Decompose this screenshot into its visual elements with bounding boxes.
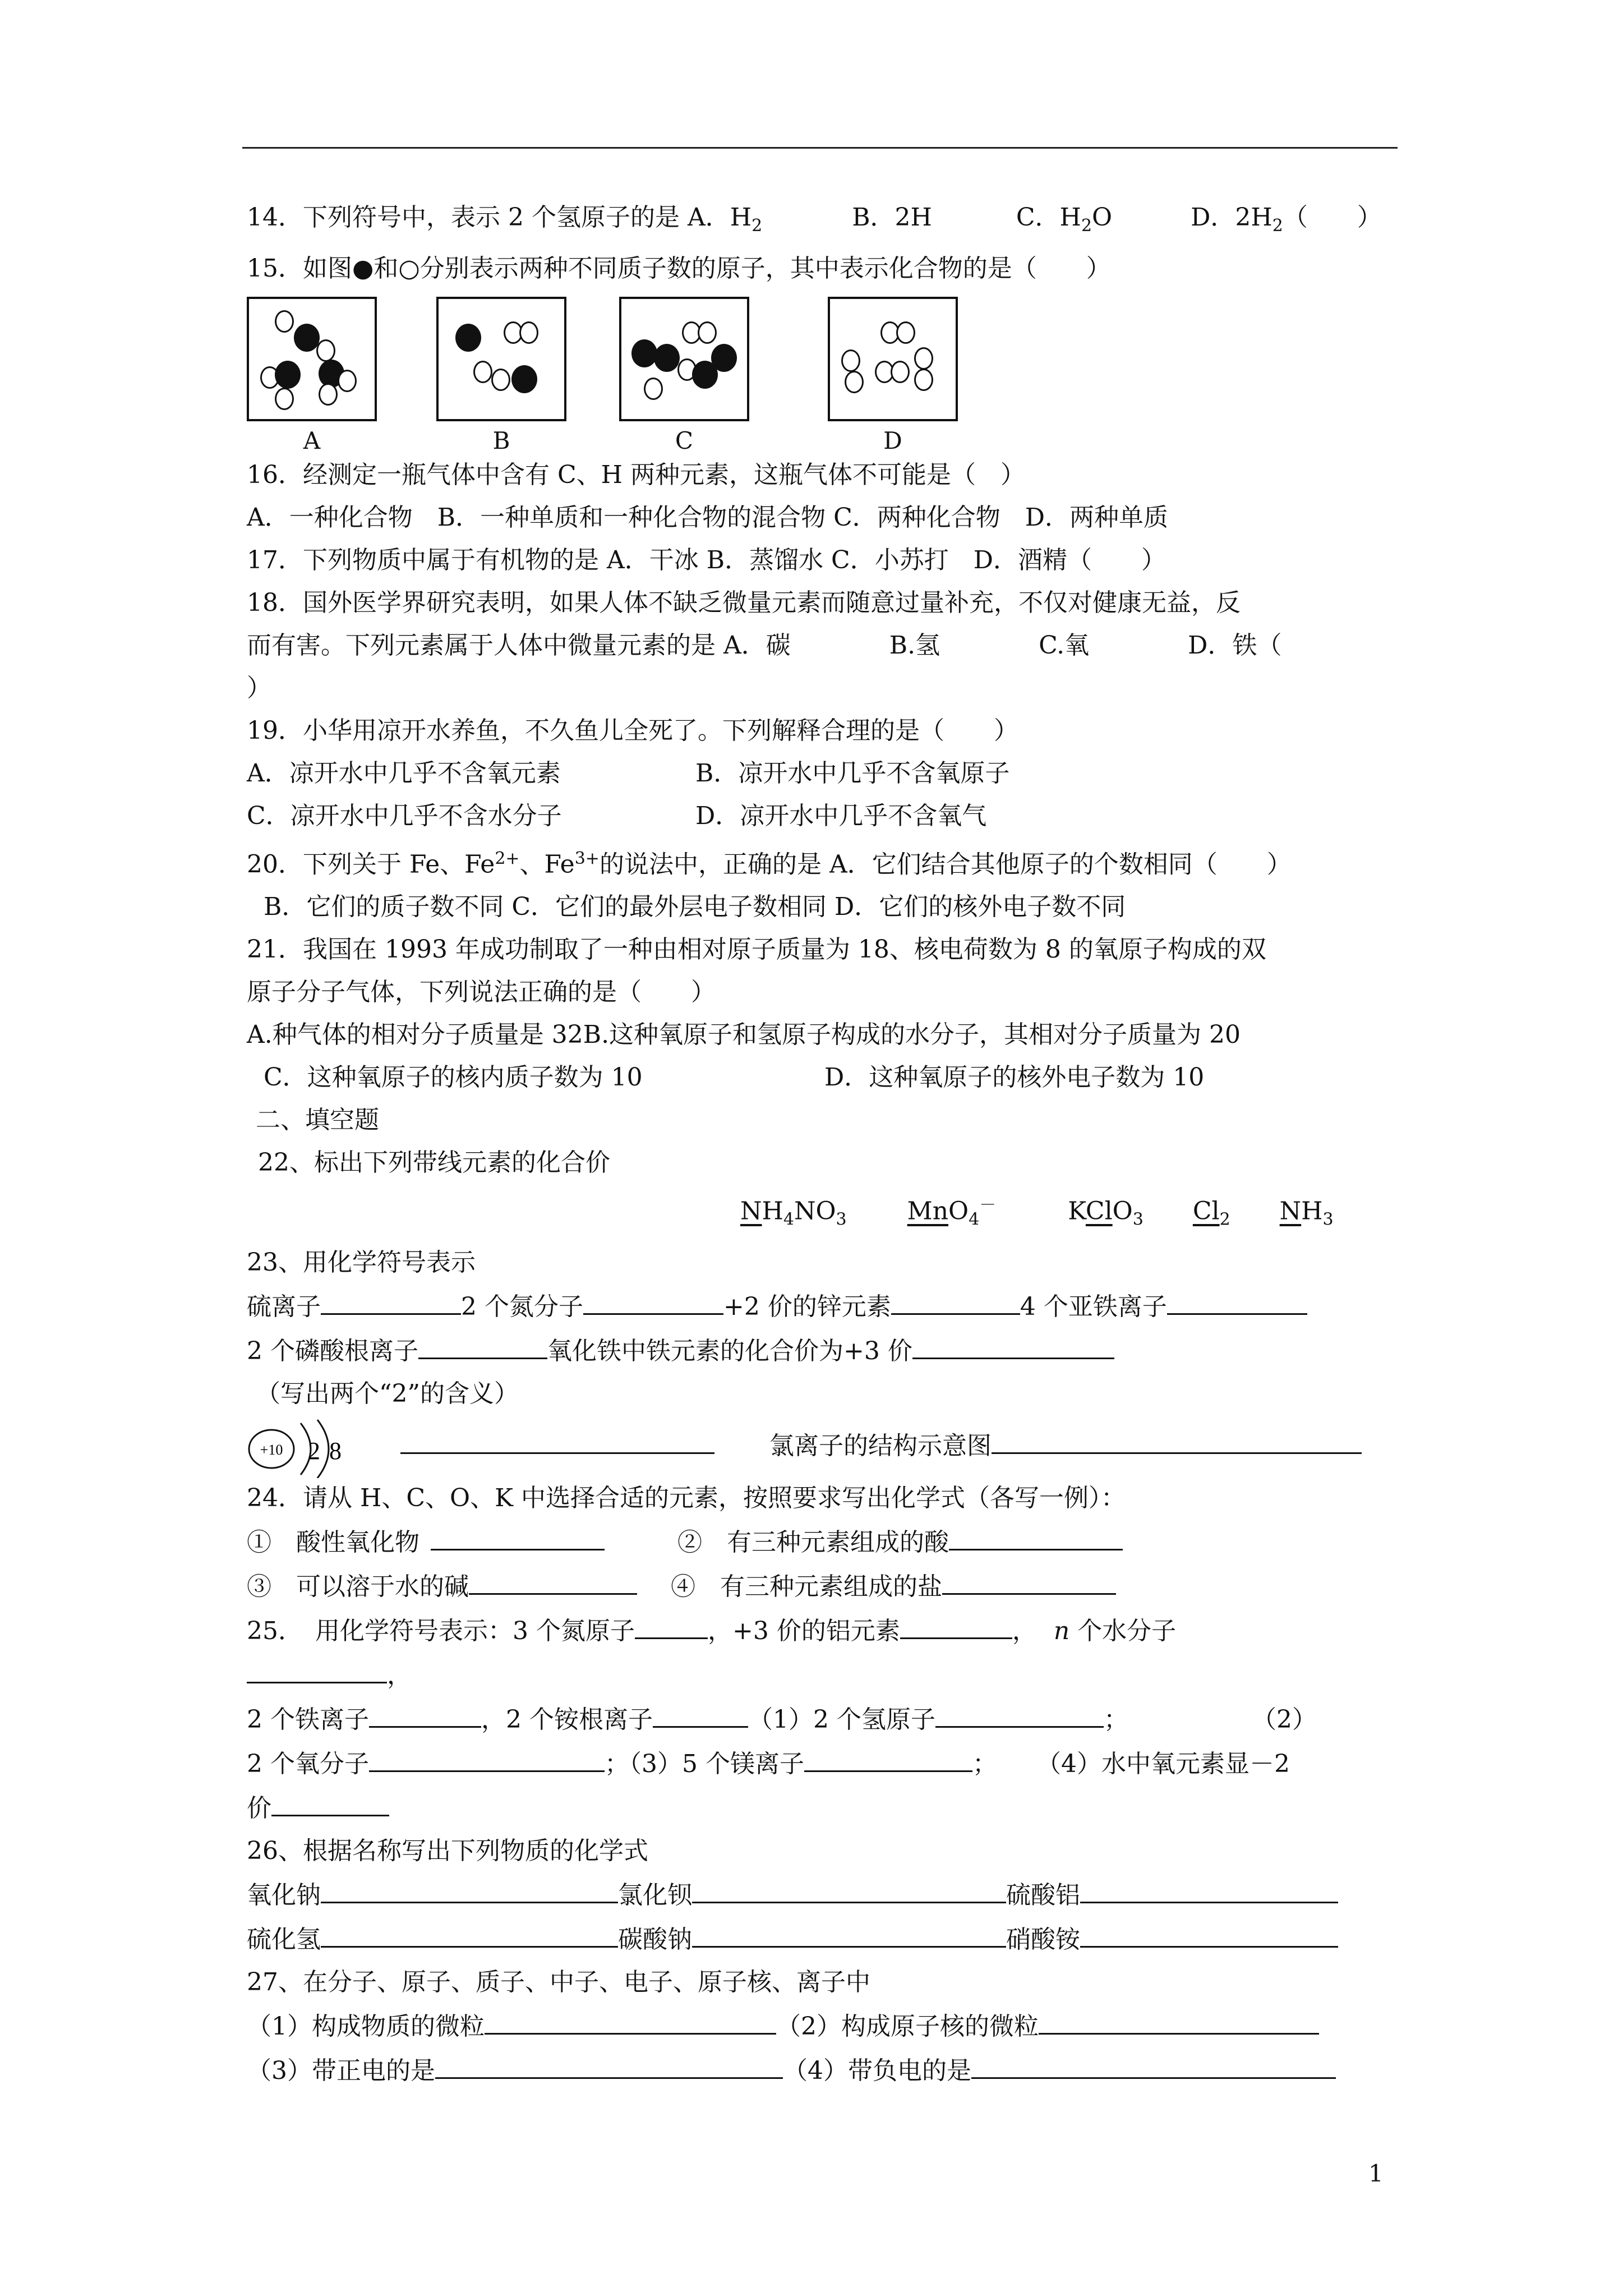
question-24-row1: ① 酸性氧化物 ② 有三种元素组成的酸	[247, 1520, 1396, 1564]
figure-label-c: C	[675, 426, 694, 454]
answer-blank[interactable]	[692, 1872, 1006, 1903]
nucleus-charge: +10	[260, 1442, 283, 1458]
question-23-note: （写出两个“2”的含义）	[256, 1379, 519, 1408]
answer-blank[interactable]	[635, 1608, 708, 1639]
question-22-formulas: $NH_4NO_3$ MnO$_4$－ KClO$_3$ $Cl_2$ $NH_3$	[740, 1195, 1334, 1230]
question-16-options: A．一种化合物 B．一种单质和一种化合物的混合物 C．两种化合物 D．两种单质	[247, 503, 1169, 532]
question-19: 19．小华用凉开水养鱼，不久鱼儿全死了。下列解释合理的是（ ）	[247, 716, 1018, 745]
question-14: 14．下列符号中，表示 2 个氢原子的是 A．$H_2$ B．2H C．$H_2O$ D．$2H_2$（ ）	[247, 203, 1382, 236]
figure-a	[247, 297, 377, 421]
question-19-cd: C．凉开水中几乎不含水分子 D．凉开水中几乎不含氧气	[247, 801, 987, 830]
question-23-row2: 2 个磷酸根离子 氧化铁中铁元素的化合价为+3 价	[247, 1328, 1396, 1373]
answer-blank[interactable]	[692, 1917, 1006, 1948]
answer-blank[interactable]	[583, 1284, 723, 1315]
section-heading: 二、填空题	[256, 1106, 379, 1135]
answer-blank[interactable]	[321, 1872, 618, 1903]
question-19-ab: A．凉开水中几乎不含氧元素 B．凉开水中几乎不含氧原子	[247, 758, 1010, 788]
answer-blank[interactable]	[900, 1608, 1012, 1639]
answer-blank[interactable]	[431, 1520, 605, 1550]
figure-label-b: B	[492, 426, 510, 454]
question-25-line1: 25． 用化学符号表示：3 个氮原子 ，+3 价的铝元素 ， n 个水分子	[247, 1608, 1396, 1653]
question-25-line4: 2 个氧分子 ；（3）5 个镁离子 ； （4）水中氧元素显－2	[247, 1741, 1396, 1786]
question-25-line3: 2 个铁离子 ，2 个铵根离子 （1）2 个氢原子 ； （2）	[247, 1697, 1396, 1741]
question-26: 26、根据名称写出下列物质的化学式	[247, 1836, 648, 1865]
figure-c	[619, 297, 749, 421]
answer-blank[interactable]	[271, 1786, 389, 1816]
figure-label-d: D	[883, 426, 902, 454]
question-16: 16．经测定一瓶气体中含有 C、H 两种元素，这瓶气体不可能是（ ）	[247, 460, 1025, 489]
answer-blank[interactable]	[369, 1697, 481, 1728]
molecule-figures	[247, 297, 1396, 454]
question-25-line5: 价	[247, 1786, 1396, 1830]
question-21-line2: 原子分子气体，下列说法正确的是（ ）	[247, 978, 716, 1007]
answer-blank[interactable]	[1039, 2004, 1319, 2035]
question-22: 22、标出下列带线元素的化合价	[258, 1148, 610, 1177]
answer-blank[interactable]	[1167, 1284, 1307, 1315]
answer-blank[interactable]	[485, 2004, 776, 2035]
shell-2-electrons: 8	[329, 1437, 342, 1465]
atom-structure-svg	[247, 1416, 381, 1478]
answer-blank[interactable]	[1080, 1917, 1338, 1948]
answer-blank[interactable]	[247, 1653, 387, 1683]
answer-blank[interactable]	[942, 1564, 1116, 1595]
answer-blank[interactable]	[469, 1564, 637, 1595]
answer-blank[interactable]	[435, 2048, 783, 2079]
question-27: 27、在分子、原子、质子、中子、电子、原子核、离子中	[247, 1967, 870, 1996]
question-23-row3: +10 2 8 氯离子的结构示意图	[247, 1415, 1396, 1477]
answer-blank[interactable]	[369, 1741, 605, 1772]
question-27-row1: （1）构成物质的微粒 （2）构成原子核的微粒	[247, 2004, 1396, 2048]
question-24: 24．请从 H、C、O、K 中选择合适的元素，按照要求写出化学式（各写一例）：	[247, 1483, 1126, 1512]
question-26-row2: 硫化氢 碳酸钠 硝酸铵	[247, 1917, 1396, 1961]
question-18-line1: 18．国外医学界研究表明，如果人体不缺乏微量元素而随意过量补充，不仅对健康无益，反	[247, 588, 1241, 617]
question-23: 23、用化学符号表示	[247, 1248, 476, 1277]
question-24-row2: ③ 可以溶于水的碱 ④ 有三种元素组成的盐	[247, 1564, 1396, 1608]
answer-blank[interactable]	[321, 1917, 618, 1948]
question-18-line3: ）	[247, 673, 271, 702]
question-23-row1: 硫离子 2 个氮分子 +2 价的锌元素 4 个亚铁离子	[247, 1284, 1396, 1328]
question-27-row2: （3）带正电的是 （4）带负电的是	[247, 2048, 1396, 2092]
answer-blank[interactable]	[949, 1520, 1123, 1550]
question-18-line2: 而有害。下列元素属于人体中微量元素的是 A．碳 B.氢 C.氧 D．铁（	[247, 631, 1282, 660]
figure-d	[828, 297, 958, 421]
answer-blank[interactable]	[935, 1697, 1104, 1728]
figure-label-a: A	[303, 426, 321, 454]
shell-1-electrons: 2	[308, 1437, 320, 1465]
atom-structure-diagram	[247, 1416, 381, 1478]
answer-blank[interactable]	[400, 1423, 714, 1454]
answer-blank[interactable]	[804, 1741, 972, 1772]
question-21-cd: C．这种氧原子的核内质子数为 10 D．这种氧原子的核外电子数为 10	[264, 1063, 1205, 1092]
question-21-line3: A.种气体的相对分子质量是 32B.这种氧原子和氢原子构成的水分子，其相对分子质量为 20	[247, 1020, 1241, 1050]
answer-blank[interactable]	[321, 1284, 461, 1315]
question-15: 15．如图●和○分别表示两种不同质子数的原子，其中表示化合物的是（ ）	[247, 254, 1111, 283]
figure-b	[436, 297, 566, 421]
answer-blank[interactable]	[992, 1423, 1362, 1454]
answer-blank[interactable]	[653, 1697, 748, 1728]
answer-blank[interactable]	[971, 2048, 1336, 2079]
answer-blank[interactable]	[891, 1284, 1020, 1315]
header-rule	[242, 147, 1398, 149]
answer-blank[interactable]	[1080, 1872, 1338, 1903]
answer-blank[interactable]	[418, 1328, 547, 1359]
answer-blank[interactable]	[912, 1328, 1114, 1359]
question-20: 20．下列关于 Fe、$Fe^{2+}$、$Fe^{3+}$的说法中，正确的是 A．它们结合其他原子的个数相同（ ）	[247, 848, 1292, 879]
question-17: 17．下列物质中属于有机物的是 A．干冰 B．蒸馏水 C．小苏打 D．酒精（ ）	[247, 545, 1166, 574]
question-21-line1: 21．我国在 1993 年成功制取了一种由相对原子质量为 18、核电荷数为 8 的氧原子构成的双	[247, 935, 1266, 964]
question-25-line2: ，	[247, 1653, 1396, 1697]
worksheet-page	[247, 196, 1396, 2092]
page-number: 1	[1368, 2160, 1384, 2187]
question-26-row1: 氧化钠 氯化钡 硫酸铝	[247, 1872, 1396, 1917]
question-20-options: B．它们的质子数不同 C．它们的最外层电子数相同 D．它们的核外电子数不同	[264, 892, 1126, 922]
